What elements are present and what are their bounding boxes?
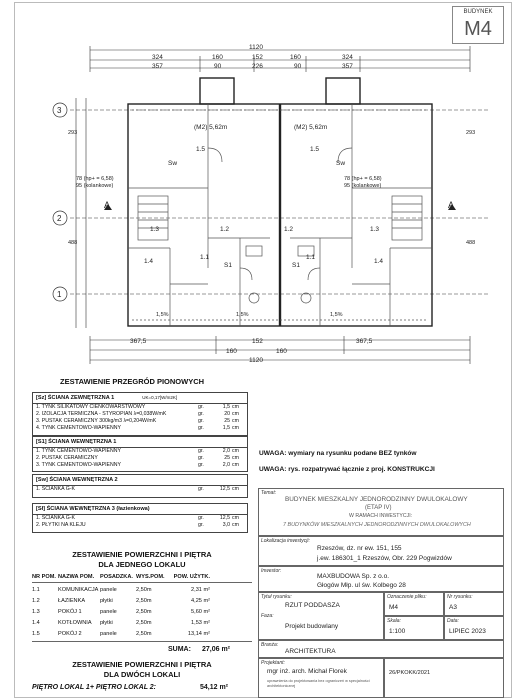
top-dim-5: 324 xyxy=(342,54,353,61)
room-label: (M2) 5,62m xyxy=(194,124,228,131)
areas-header: NR POM. NAZWA POM. POSADZKA. WYS.POM. POW. UŻYTK. xyxy=(32,574,210,580)
side-dim: 488 xyxy=(68,240,78,246)
drawing-number: A3 xyxy=(449,604,457,611)
wall-title: [Sz] ŚCIANA ZEWNĘTRZNA 1 UK=0,17[W/m2K] xyxy=(33,393,247,404)
bottom-dim2-2: 160 xyxy=(276,348,287,355)
investor-line-1: MAXBUDOWA Sp. z o.o. xyxy=(317,573,390,580)
room-label: 1.3 xyxy=(370,226,380,233)
wall-layer: 4. TYNK CEMENTOWO-WAPIENNY gr. 1,5 cm xyxy=(36,425,239,431)
bottom-dim-1: 367,5 xyxy=(130,338,147,345)
designer-name: mgr inż. arch. Michał Florek xyxy=(267,668,347,675)
temat-sub2: W RAMACH INWESTYCJI: xyxy=(349,513,413,519)
bottom-dim-2: 152 xyxy=(252,338,263,345)
phase-value: Projekt budowlany xyxy=(285,623,339,630)
date-box: Data: LIPIEC 2023 xyxy=(444,616,504,640)
discipline-box: Branża: ARCHITEKTURA xyxy=(258,640,504,658)
top-dim2-3: 226 xyxy=(252,63,263,70)
plan-note: 1,5% xyxy=(330,312,343,318)
axis-label-1: 1 xyxy=(57,290,62,299)
file-code-box: Oznaczenie pliku: M4 xyxy=(384,592,444,616)
top-dim2-2: 90 xyxy=(214,63,222,70)
wall-title: [Sw] ŚCIANA WEWNĘTRZNA 2 xyxy=(33,475,247,486)
drawing-title: RZUT PODDASZA xyxy=(285,602,340,609)
room-label: Sw xyxy=(168,160,178,167)
location-line-1: Rzeszów, dz. nr ew. 151, 155 xyxy=(317,545,402,552)
wall-title: [S1] ŚCIANA WEWNĘTRZNA 1 xyxy=(33,437,247,448)
wall-table-s1 xyxy=(32,436,248,472)
plan-note: 95 (kolankowe) xyxy=(344,183,382,189)
location-line-2: j.ew. 186301_1 Rzeszów, Obr. 229 Pogwizdów xyxy=(317,555,452,562)
plan-note: 78 (hp+ = 6,58) xyxy=(344,176,382,182)
temat-box: Temat: BUDYNEK MIESZKALNY JEDNORODZINNY DWULOKALOWY (ETAP IV) W RAMACH INWESTYCJI: 7 BUDYNKÓW MIESZKALNYCH JEDNORODZINNYCH DWULOKALOWYCH xyxy=(258,488,504,536)
axis-label-3: 3 xyxy=(57,106,62,115)
building-label: BUDYNEK xyxy=(463,9,493,15)
total-value: 54,12 m² xyxy=(200,684,229,691)
license-box xyxy=(384,658,504,698)
wall-table-sz xyxy=(32,392,248,436)
room-label: S1 xyxy=(224,262,232,269)
wall-layer: 1. ŚCIANKA G-K gr. 12,5 cm xyxy=(36,515,239,521)
room-label: 1.1 xyxy=(200,254,210,261)
scale-value: 1:100 xyxy=(389,628,406,635)
table-row: 1.2 ŁAZIENKA płytki 2,50m 4,25 m² xyxy=(32,598,210,604)
top-dim-4: 160 xyxy=(290,54,301,61)
wall-layer: 3. TYNK CEMENTOWO-WAPIENNY gr. 2,0 cm xyxy=(36,462,239,468)
discipline-value: ARCHITEKTURA xyxy=(285,648,336,655)
top-dim2-1: 357 xyxy=(152,63,163,70)
room-label: 1.4 xyxy=(144,258,154,265)
plan-note: 95 (kolankowe) xyxy=(76,183,114,189)
plan-note: 1,5% xyxy=(236,312,249,318)
table-row: 1.3 POKÓJ 1 panele 2,50m 5,60 m² xyxy=(32,609,210,615)
section-mark-right: A xyxy=(448,200,455,210)
plan-note: 78 (hp+ = 6,58) xyxy=(76,176,114,182)
date-value: LIPIEC 2023 xyxy=(449,628,486,635)
wall-layer: 2. IZOLACJA TERMICZNA - STYROPIAN λ=0,038W/mK gr. 20 cm xyxy=(36,411,239,417)
investor-line-2: Głogów Młp. ul św. Kolbego 28 xyxy=(317,582,406,589)
top-dim-2: 160 xyxy=(212,54,223,61)
areas-title-4: DLA DWÓCH LOKALI xyxy=(103,670,181,679)
areas-divider xyxy=(32,582,252,583)
wall-title: [Sł] ŚCIANA WEWNĘTRZNA 3 (łazienkowa) xyxy=(33,504,247,515)
room-label: 1.2 xyxy=(220,226,230,233)
top-dim2-5: 357 xyxy=(342,63,353,70)
drawing-title-box: Tytuł rysunku: RZUT PODDASZA Faza: Projekt budowlany xyxy=(258,592,384,640)
bottom-dim-3: 367,5 xyxy=(356,338,373,345)
walls-section-title: ZESTAWIENIE PRZEGRÓD PIONOWYCH xyxy=(60,377,205,386)
room-label: 1.4 xyxy=(374,258,384,265)
areas-title-1: ZESTAWIENIE POWIERZCHNI I PIĘTRA xyxy=(72,550,212,559)
table-row: 1.5 POKÓJ 2 panele 2,50m 13,14 m² xyxy=(32,631,210,637)
total-label: PIĘTRO LOKAL 1+ PIĘTRO LOKAL 2: xyxy=(32,684,157,691)
areas-sum-label: SUMA: xyxy=(168,646,191,653)
wall-layer: 1. TYNK CEMENTOWO-WAPIENNY gr. 2,0 cm xyxy=(36,448,239,454)
room-label: 1.2 xyxy=(284,226,294,233)
bottom-dim2-1: 160 xyxy=(226,348,237,355)
axis-label-2: 2 xyxy=(57,214,62,223)
room-label: (M2) 5,62m xyxy=(294,124,328,131)
wall-layer: 2. PUSTAK CERAMICZNY gr. 25 cm xyxy=(36,455,239,461)
table-row: 1.1 KOMUNIKACJA panele 2,50m 2,31 m² xyxy=(32,587,210,593)
top-dim-3: 152 xyxy=(252,54,263,61)
file-code: M4 xyxy=(389,604,399,611)
overall-width-top: 1120 xyxy=(249,44,263,51)
room-label: S1 xyxy=(292,262,300,269)
wall-table-sl xyxy=(32,503,248,533)
top-dim2-4: 90 xyxy=(294,63,302,70)
room-label: 1.5 xyxy=(310,146,320,153)
wall-table-sw xyxy=(32,474,248,498)
drawing-number-box: Nr rysunku: A3 xyxy=(444,592,504,616)
warning-structure: UWAGA: rys. rozpatrywać łącznie z proj. KONSTRUKCJI xyxy=(259,466,435,473)
temat-title: BUDYNEK MIESZKALNY JEDNORODZINNY DWULOKALOWY xyxy=(285,496,468,503)
table-row: 1.4 KOTŁOWNIA płytki 2,50m 1,53 m² xyxy=(32,620,210,626)
designer-box: Projektant: mgr inż. arch. Michał Florek uprawnienia do projektowania bez ograniczeń w specjalności architektonicznej xyxy=(258,658,384,698)
wall-layer: 1. ŚCIANKA G-K gr. 12,5 cm xyxy=(36,486,239,492)
side-dim: 293 xyxy=(68,130,78,136)
room-label: 1.5 xyxy=(196,146,206,153)
areas-divider xyxy=(32,641,252,642)
temat-sub: (ETAP IV) xyxy=(365,505,392,511)
overall-width-bottom: 1120 xyxy=(249,357,263,364)
wall-layer: 1. TYNK SILIKATOWY CIENKOWARSTWOWY gr. 1,5 cm xyxy=(36,404,239,410)
plan-note: 1,5% xyxy=(156,312,169,318)
areas-title-2: DLA JEDNEGO LOKALU xyxy=(98,560,186,569)
wall-layer: 2. PŁYTKI NA KLEJU gr. 3,0 cm xyxy=(36,522,239,528)
room-label: Sw xyxy=(336,160,346,167)
room-label: 1.1 xyxy=(306,254,316,261)
scale-box: Skala: 1:100 xyxy=(384,616,444,640)
wall-layer: 3. PUSTAK CERAMICZNY 300kg/m3 λ=0,204W/mK gr. 25 cm xyxy=(36,418,239,424)
building-code: M4 xyxy=(464,18,492,40)
warning-dimensions: UWAGA: wymiary na rysunku podane BEZ tynków xyxy=(259,450,417,457)
areas-sum-value: 27,06 m² xyxy=(202,646,231,653)
section-mark-left: A xyxy=(104,200,111,210)
investor-box: Inwestor: MAXBUDOWA Sp. z o.o. Głogów Młp. ul św. Kolbego 28 xyxy=(258,566,504,592)
license-number: 26/PKOKK/2021 xyxy=(389,670,431,676)
areas-title-3: ZESTAWIENIE POWIERZCHNI I PIĘTRA xyxy=(72,660,212,669)
top-dim-1: 324 xyxy=(152,54,163,61)
side-dim: 488 xyxy=(466,240,476,246)
temat-sub3: 7 BUDYNKÓW MIESZKALNYCH JEDNORODZINNYCH DWULOKALOWYCH xyxy=(283,522,471,528)
location-box: Lokalizacja inwestycji: Rzeszów, dz. nr ew. 151, 155 j.ew. 186301_1 Rzeszów, Obr. 229 Pogwizdów xyxy=(258,536,504,566)
side-dim: 293 xyxy=(466,130,476,136)
room-label: 1.3 xyxy=(150,226,160,233)
designer-note: uprawnienia do projektowania bez ograniczeń w specjalności architektonicznej xyxy=(267,679,370,688)
